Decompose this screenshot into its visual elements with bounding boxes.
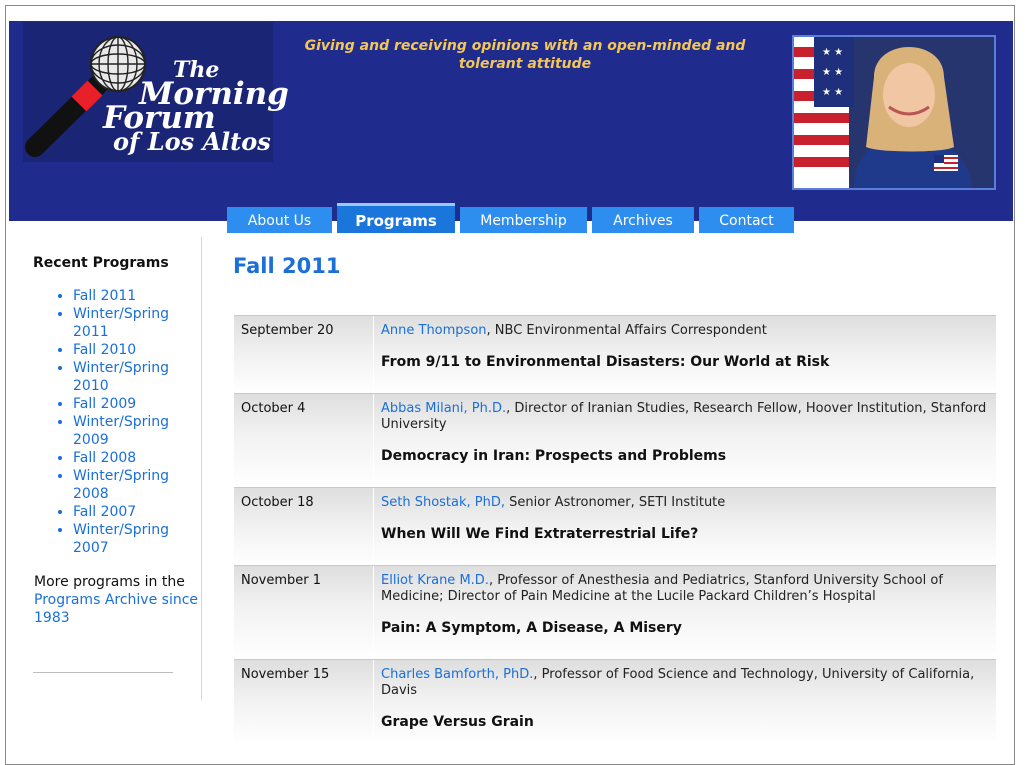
program-details [375, 488, 995, 542]
program-details [375, 394, 995, 464]
tab-archives[interactable]: Archives [592, 207, 694, 233]
speaker-affiliation: , Professor of Anesthesia and Pediatrics, Stanford University School of Medicine; Director of Pain Medicine at the Lucile Packard Children’s Hospital [381, 573, 943, 604]
list-item [73, 503, 202, 521]
tab-membership[interactable]: Membership [460, 207, 587, 233]
more-programs-text [34, 573, 206, 627]
svg-text:★ ★: ★ ★ [822, 67, 844, 78]
program-link[interactable]: Fall 2010 [73, 342, 137, 358]
program-speaker-line [381, 323, 995, 339]
page-title: Fall 2011 [233, 254, 341, 278]
astronaut-portrait-image [794, 37, 994, 188]
program-link[interactable]: Winter/Spring 2010 [73, 360, 170, 394]
program-row [234, 565, 996, 660]
speaker-affiliation: , Director of Iranian Studies, Research Fellow, Hoover Institution, Stanford University [381, 401, 987, 432]
program-date: October 4 [234, 394, 374, 488]
site-logo[interactable] [23, 22, 289, 162]
talk-title: Grape Versus Grain [381, 714, 534, 730]
logo-line-3: Forum [103, 100, 216, 136]
tab-contact[interactable]: Contact [699, 207, 794, 233]
program-details [375, 660, 995, 730]
program-link[interactable]: Fall 2011 [73, 288, 137, 304]
programs-archive-link[interactable]: Programs Archive since 1983 [34, 592, 199, 626]
logo-line-4: of Los Altos [113, 127, 271, 156]
list-item [73, 413, 202, 449]
speaker-link[interactable]: Charles Bamforth, PhD. [381, 667, 534, 682]
program-link[interactable]: Winter/Spring 2011 [73, 306, 170, 340]
list-item [73, 467, 202, 503]
list-item [73, 341, 202, 359]
site-tagline: Giving and receiving opinions with an open-minded and tolerant attitude [304, 38, 746, 72]
tab-about-us[interactable]: About Us [227, 207, 332, 233]
program-link[interactable]: Fall 2009 [73, 396, 137, 412]
recent-programs-list [30, 287, 202, 557]
logo-wordmark [103, 57, 289, 156]
list-item [73, 395, 202, 413]
list-item [73, 287, 202, 305]
more-programs-prefix: More programs in the [34, 574, 185, 590]
talk-title: Pain: A Symptom, A Disease, A Misery [381, 620, 682, 636]
speaker-affiliation: , NBC Environmental Affairs Correspondent [486, 323, 767, 338]
logo-line-1: The [173, 57, 220, 83]
program-details [375, 316, 995, 370]
sidebar [30, 255, 202, 627]
program-speaker-line [381, 495, 995, 511]
sidebar-title: Recent Programs [33, 255, 169, 271]
speaker-link[interactable]: Seth Shostak, PhD, [381, 495, 506, 510]
list-item [73, 305, 202, 341]
program-date: November 15 [234, 660, 374, 745]
logo-line-2: Morning [139, 76, 289, 112]
list-item [73, 449, 202, 467]
program-speaker-line [381, 573, 995, 605]
speaker-photo [792, 35, 996, 190]
program-row [234, 315, 996, 394]
talk-title: Democracy in Iran: Prospects and Problems [381, 448, 727, 464]
svg-text:★ ★: ★ ★ [822, 47, 844, 58]
sidebar-rule [33, 672, 173, 673]
program-speaker-line [381, 667, 995, 699]
program-speaker-line [381, 401, 995, 433]
program-link[interactable]: Fall 2007 [73, 504, 137, 520]
program-row [234, 393, 996, 488]
speaker-link[interactable]: Anne Thompson [381, 323, 487, 338]
list-item [73, 359, 202, 395]
talk-title: When Will We Find Extraterrestrial Life? [381, 526, 699, 542]
program-link[interactable]: Winter/Spring 2009 [73, 414, 170, 448]
program-row [234, 659, 996, 745]
program-row [234, 487, 996, 566]
speaker-link[interactable]: Abbas Milani, Ph.D. [381, 401, 507, 416]
talk-title: From 9/11 to Environmental Disasters: Our World at Risk [381, 354, 830, 370]
speaker-affiliation: Senior Astronomer, SETI Institute [505, 495, 726, 510]
program-link[interactable]: Fall 2008 [73, 450, 137, 466]
program-link[interactable]: Winter/Spring 2007 [73, 522, 170, 556]
list-item [73, 521, 202, 557]
svg-text:★ ★: ★ ★ [822, 87, 844, 98]
main-nav [0, 205, 1025, 233]
speaker-link[interactable]: Elliot Krane M.D. [381, 573, 489, 588]
program-date: October 18 [234, 488, 374, 566]
tab-programs[interactable]: Programs [337, 203, 455, 233]
program-link[interactable]: Winter/Spring 2008 [73, 468, 170, 502]
program-date: September 20 [234, 316, 374, 394]
speaker-affiliation: , Professor of Food Science and Technology, University of California, Davis [381, 667, 975, 698]
program-date: November 1 [234, 566, 374, 660]
program-details [375, 566, 995, 636]
